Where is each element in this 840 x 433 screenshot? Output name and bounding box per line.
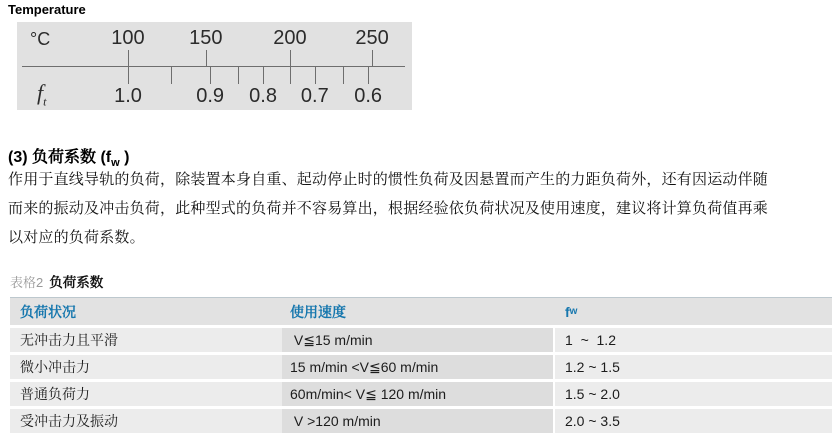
ft-tick-label: 0.8 bbox=[249, 85, 277, 107]
cell-speed: 60m/min< V≦ 120 m/min bbox=[282, 382, 555, 406]
body-line: 以对应的负荷系数。 bbox=[8, 229, 145, 246]
celsius-axis-label: °C bbox=[30, 29, 51, 49]
table-header-row bbox=[10, 297, 832, 325]
cell-speed: V >120 m/min bbox=[282, 409, 555, 433]
table-row bbox=[10, 382, 832, 406]
temperature-tick-label: 150 bbox=[189, 27, 223, 49]
body-line: 作用于直线导轨的负荷，除装置本身自重、起动停止时的惯性负荷及因悬置而产生的力距负荷外，还有因运动伴随 bbox=[8, 171, 769, 188]
ft-tick-label: 0.6 bbox=[354, 85, 383, 107]
cell-load-condition: 普通负荷力 bbox=[10, 382, 282, 406]
temperature-tick-label: 100 bbox=[111, 27, 145, 49]
temperature-tick-label: 250 bbox=[355, 27, 389, 49]
ft-tick bbox=[290, 67, 291, 84]
header-load-condition: 负荷状况 bbox=[20, 303, 76, 320]
ft-tick bbox=[263, 67, 264, 84]
ft-tick-label: 0.9 bbox=[196, 85, 225, 107]
ft-axis-label-base: f bbox=[37, 80, 44, 105]
temperature-scale bbox=[17, 22, 412, 110]
ft-axis-label-sub: t bbox=[43, 94, 47, 109]
scale-axis-line bbox=[22, 66, 405, 67]
ft-tick-label: 0.7 bbox=[300, 85, 329, 107]
cell-load-condition: 微小冲击力 bbox=[10, 355, 282, 379]
header-speed: 使用速度 bbox=[290, 303, 346, 320]
ft-tick bbox=[315, 67, 316, 84]
ft-tick bbox=[171, 67, 172, 84]
temperature-tick bbox=[290, 50, 291, 66]
section-body bbox=[8, 165, 838, 252]
section-heading-prefix: (3) 负荷系数 (f bbox=[8, 149, 112, 166]
ft-tick-label: 1.0 bbox=[114, 85, 142, 107]
ft-axis-label bbox=[37, 80, 46, 109]
cell-speed: 15 m/min <V≦60 m/min bbox=[282, 355, 555, 379]
ft-tick bbox=[368, 67, 369, 84]
ft-tick bbox=[210, 67, 211, 84]
cell-fw: 1.2 ~ 1.5 bbox=[555, 355, 832, 379]
table-caption-title: 负荷系数 bbox=[49, 275, 104, 290]
temperature-tick-label: 200 bbox=[273, 27, 307, 49]
cell-load-condition: 受冲击力及振动 bbox=[10, 409, 282, 433]
section-heading-suffix: ) bbox=[119, 149, 130, 166]
cell-fw: 2.0 ~ 3.5 bbox=[555, 409, 832, 433]
ft-tick bbox=[128, 67, 129, 84]
section-heading-sub: w bbox=[111, 157, 120, 170]
temperature-section-title: Temperature bbox=[8, 2, 86, 17]
cell-speed: V≦15 m/min bbox=[282, 328, 555, 352]
temperature-tick bbox=[128, 50, 129, 66]
header-fw bbox=[555, 298, 832, 325]
cell-load-condition: 无冲击力且平滑 bbox=[10, 328, 282, 352]
temperature-tick bbox=[206, 50, 207, 66]
table-caption bbox=[10, 271, 103, 291]
ft-tick bbox=[238, 67, 239, 84]
load-factor-table bbox=[10, 297, 832, 433]
header-fw-base: f bbox=[565, 303, 570, 320]
header-fw-sub: w bbox=[569, 306, 578, 317]
body-line: 而来的振动及冲击负荷，此种型式的负荷并不容易算出，根据经验依负荷状况及使用速度，建议将计算负荷值再乘 bbox=[8, 200, 769, 217]
table-row bbox=[10, 409, 832, 433]
cell-fw: 1.5 ~ 2.0 bbox=[555, 382, 832, 406]
table-caption-tag: 表格2 bbox=[10, 275, 44, 290]
ft-tick bbox=[343, 67, 344, 84]
table-row bbox=[10, 328, 832, 352]
table-row bbox=[10, 355, 832, 379]
temperature-tick bbox=[372, 50, 373, 66]
cell-fw: 1 ~ 1.2 bbox=[555, 328, 832, 352]
